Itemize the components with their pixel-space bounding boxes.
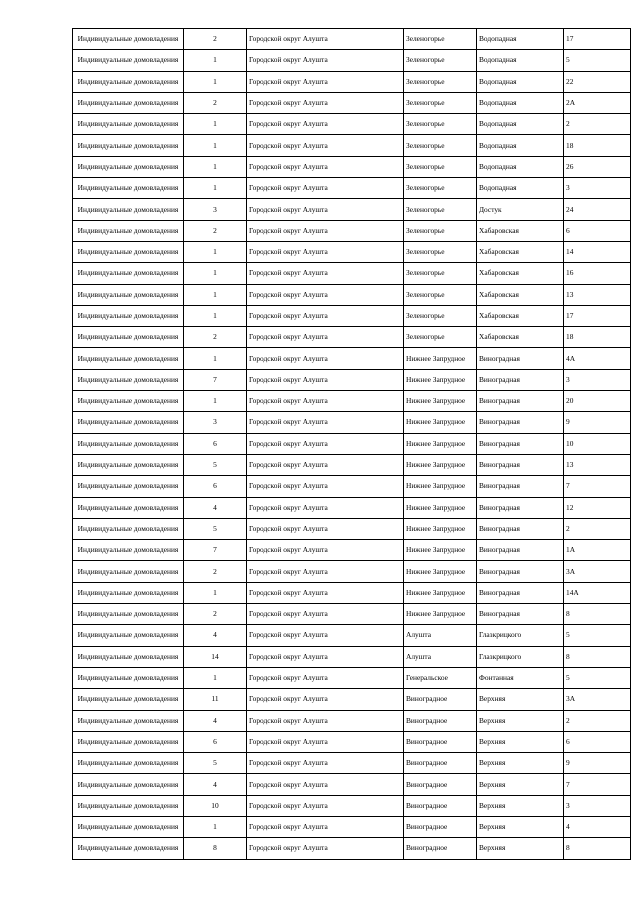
cell-building-type: Индивидуальные домовладения	[73, 625, 184, 646]
table-row	[73, 561, 631, 582]
cell-street: Виноградная	[477, 476, 564, 497]
cell-building-type: Индивидуальные домовладения	[73, 241, 184, 262]
cell-count: 1	[184, 348, 247, 369]
cell-district: Городской округ Алушта	[247, 71, 404, 92]
table-row	[73, 284, 631, 305]
cell-street: Водопадная	[477, 114, 564, 135]
cell-district: Городской округ Алушта	[247, 497, 404, 518]
cell-district: Городской округ Алушта	[247, 604, 404, 625]
cell-settlement: Виноградное	[404, 774, 477, 795]
cell-house-number: 3А	[564, 561, 631, 582]
cell-settlement: Зеленогорье	[404, 71, 477, 92]
table-row	[73, 816, 631, 837]
cell-district: Городской округ Алушта	[247, 433, 404, 454]
cell-building-type: Индивидуальные домовладения	[73, 561, 184, 582]
cell-street: Водопадная	[477, 92, 564, 113]
table-row	[73, 667, 631, 688]
cell-district: Городской округ Алушта	[247, 412, 404, 433]
cell-count: 2	[184, 29, 247, 50]
cell-street: Водопадная	[477, 178, 564, 199]
cell-district: Городской округ Алушта	[247, 795, 404, 816]
cell-house-number: 5	[564, 50, 631, 71]
cell-count: 1	[184, 667, 247, 688]
cell-count: 6	[184, 476, 247, 497]
cell-count: 7	[184, 369, 247, 390]
cell-house-number: 6	[564, 220, 631, 241]
cell-street: Достук	[477, 199, 564, 220]
cell-district: Городской округ Алушта	[247, 838, 404, 859]
cell-house-number: 6	[564, 731, 631, 752]
cell-house-number: 12	[564, 497, 631, 518]
cell-street: Водопадная	[477, 29, 564, 50]
cell-building-type: Индивидуальные домовладения	[73, 412, 184, 433]
cell-street: Хабаровская	[477, 241, 564, 262]
cell-settlement: Нижнее Запрудное	[404, 454, 477, 475]
cell-street: Виноградная	[477, 518, 564, 539]
cell-settlement: Виноградное	[404, 753, 477, 774]
cell-count: 1	[184, 135, 247, 156]
table-row	[73, 199, 631, 220]
cell-building-type: Индивидуальные домовладения	[73, 795, 184, 816]
cell-district: Городской округ Алушта	[247, 753, 404, 774]
table-row	[73, 50, 631, 71]
cell-building-type: Индивидуальные домовладения	[73, 178, 184, 199]
table-row	[73, 838, 631, 859]
table-row	[73, 433, 631, 454]
cell-street: Хабаровская	[477, 284, 564, 305]
cell-count: 2	[184, 220, 247, 241]
cell-district: Городской округ Алушта	[247, 625, 404, 646]
cell-building-type: Индивидуальные домовладения	[73, 29, 184, 50]
cell-count: 1	[184, 305, 247, 326]
cell-settlement: Зеленогорье	[404, 29, 477, 50]
table-row	[73, 92, 631, 113]
table-row	[73, 497, 631, 518]
cell-house-number: 8	[564, 604, 631, 625]
cell-district: Городской округ Алушта	[247, 156, 404, 177]
cell-count: 1	[184, 50, 247, 71]
cell-building-type: Индивидуальные домовладения	[73, 582, 184, 603]
cell-count: 1	[184, 263, 247, 284]
cell-settlement: Нижнее Запрудное	[404, 561, 477, 582]
cell-district: Городской округ Алушта	[247, 305, 404, 326]
cell-house-number: 18	[564, 327, 631, 348]
cell-settlement: Зеленогорье	[404, 327, 477, 348]
cell-building-type: Индивидуальные домовладения	[73, 391, 184, 412]
cell-house-number: 8	[564, 646, 631, 667]
table-row	[73, 369, 631, 390]
cell-count: 1	[184, 71, 247, 92]
table-row	[73, 348, 631, 369]
cell-settlement: Виноградное	[404, 731, 477, 752]
cell-building-type: Индивидуальные домовладения	[73, 454, 184, 475]
table-row	[73, 795, 631, 816]
table-row	[73, 220, 631, 241]
cell-settlement: Нижнее Запрудное	[404, 348, 477, 369]
cell-settlement: Нижнее Запрудное	[404, 369, 477, 390]
table-row	[73, 114, 631, 135]
cell-settlement: Зеленогорье	[404, 50, 477, 71]
cell-house-number: 7	[564, 774, 631, 795]
cell-settlement: Нижнее Запрудное	[404, 582, 477, 603]
cell-street: Виноградная	[477, 604, 564, 625]
cell-building-type: Индивидуальные домовладения	[73, 305, 184, 326]
cell-building-type: Индивидуальные домовладения	[73, 497, 184, 518]
cell-building-type: Индивидуальные домовладения	[73, 284, 184, 305]
cell-settlement: Зеленогорье	[404, 284, 477, 305]
cell-count: 2	[184, 327, 247, 348]
cell-settlement: Нижнее Запрудное	[404, 391, 477, 412]
cell-building-type: Индивидуальные домовладения	[73, 774, 184, 795]
table-row	[73, 305, 631, 326]
cell-street: Верхняя	[477, 753, 564, 774]
table-row	[73, 604, 631, 625]
cell-count: 2	[184, 92, 247, 113]
cell-house-number: 9	[564, 753, 631, 774]
cell-house-number: 14	[564, 241, 631, 262]
table-row	[73, 412, 631, 433]
cell-street: Хабаровская	[477, 327, 564, 348]
cell-house-number: 24	[564, 199, 631, 220]
table-row	[73, 391, 631, 412]
cell-building-type: Индивидуальные домовладения	[73, 71, 184, 92]
cell-street: Водопадная	[477, 135, 564, 156]
cell-building-type: Индивидуальные домовладения	[73, 604, 184, 625]
cell-settlement: Нижнее Запрудное	[404, 433, 477, 454]
cell-district: Городской округ Алушта	[247, 774, 404, 795]
cell-settlement: Зеленогорье	[404, 220, 477, 241]
cell-street: Верхняя	[477, 795, 564, 816]
cell-house-number: 2	[564, 114, 631, 135]
table-row	[73, 263, 631, 284]
table-row	[73, 518, 631, 539]
cell-district: Городской округ Алушта	[247, 199, 404, 220]
cell-building-type: Индивидуальные домовладения	[73, 753, 184, 774]
cell-district: Городской округ Алушта	[247, 454, 404, 475]
cell-building-type: Индивидуальные домовладения	[73, 348, 184, 369]
cell-house-number: 7	[564, 476, 631, 497]
cell-settlement: Зеленогорье	[404, 241, 477, 262]
cell-street: Виноградная	[477, 433, 564, 454]
cell-district: Городской округ Алушта	[247, 369, 404, 390]
table-row	[73, 327, 631, 348]
cell-house-number: 1А	[564, 540, 631, 561]
cell-building-type: Индивидуальные домовладения	[73, 156, 184, 177]
cell-house-number: 3А	[564, 689, 631, 710]
table-row	[73, 710, 631, 731]
cell-house-number: 22	[564, 71, 631, 92]
cell-district: Городской округ Алушта	[247, 284, 404, 305]
cell-count: 3	[184, 199, 247, 220]
cell-settlement: Зеленогорье	[404, 305, 477, 326]
cell-count: 7	[184, 540, 247, 561]
cell-house-number: 18	[564, 135, 631, 156]
cell-building-type: Индивидуальные домовладения	[73, 327, 184, 348]
cell-district: Городской округ Алушта	[247, 646, 404, 667]
cell-building-type: Индивидуальные домовладения	[73, 476, 184, 497]
cell-district: Городской округ Алушта	[247, 263, 404, 284]
cell-street: Фонтанная	[477, 667, 564, 688]
cell-count: 1	[184, 582, 247, 603]
table-row	[73, 646, 631, 667]
cell-street: Виноградная	[477, 561, 564, 582]
cell-building-type: Индивидуальные домовладения	[73, 667, 184, 688]
cell-district: Городской округ Алушта	[247, 135, 404, 156]
table-row	[73, 178, 631, 199]
cell-street: Хабаровская	[477, 220, 564, 241]
cell-count: 4	[184, 710, 247, 731]
cell-street: Виноградная	[477, 582, 564, 603]
table-row	[73, 156, 631, 177]
cell-building-type: Индивидуальные домовладения	[73, 263, 184, 284]
cell-street: Виноградная	[477, 497, 564, 518]
cell-count: 3	[184, 412, 247, 433]
cell-street: Виноградная	[477, 454, 564, 475]
table-row	[73, 731, 631, 752]
address-table	[72, 28, 631, 860]
cell-count: 2	[184, 561, 247, 582]
cell-settlement: Виноградное	[404, 795, 477, 816]
cell-house-number: 13	[564, 454, 631, 475]
cell-district: Городской округ Алушта	[247, 92, 404, 113]
cell-street: Верхняя	[477, 838, 564, 859]
cell-district: Городской округ Алушта	[247, 241, 404, 262]
cell-building-type: Индивидуальные домовладения	[73, 518, 184, 539]
cell-street: Виноградная	[477, 540, 564, 561]
cell-district: Городской округ Алушта	[247, 114, 404, 135]
cell-count: 14	[184, 646, 247, 667]
cell-district: Городской округ Алушта	[247, 667, 404, 688]
cell-count: 11	[184, 689, 247, 710]
cell-building-type: Индивидуальные домовладения	[73, 50, 184, 71]
cell-settlement: Зеленогорье	[404, 156, 477, 177]
cell-street: Виноградная	[477, 391, 564, 412]
cell-count: 6	[184, 731, 247, 752]
cell-district: Городской округ Алушта	[247, 178, 404, 199]
cell-district: Городской округ Алушта	[247, 816, 404, 837]
table-row	[73, 29, 631, 50]
cell-count: 5	[184, 454, 247, 475]
cell-settlement: Нижнее Запрудное	[404, 497, 477, 518]
cell-building-type: Индивидуальные домовладения	[73, 92, 184, 113]
cell-house-number: 3	[564, 795, 631, 816]
cell-street: Водопадная	[477, 71, 564, 92]
table-row	[73, 625, 631, 646]
cell-building-type: Индивидуальные домовладения	[73, 433, 184, 454]
cell-settlement: Нижнее Запрудное	[404, 518, 477, 539]
table-row	[73, 774, 631, 795]
cell-house-number: 3	[564, 178, 631, 199]
cell-settlement: Нижнее Запрудное	[404, 412, 477, 433]
cell-count: 1	[184, 816, 247, 837]
cell-count: 5	[184, 753, 247, 774]
cell-district: Городской округ Алушта	[247, 561, 404, 582]
cell-house-number: 14А	[564, 582, 631, 603]
cell-settlement: Алушта	[404, 625, 477, 646]
cell-count: 1	[184, 156, 247, 177]
cell-street: Виноградная	[477, 369, 564, 390]
cell-count: 6	[184, 433, 247, 454]
cell-house-number: 8	[564, 838, 631, 859]
cell-district: Городской округ Алушта	[247, 50, 404, 71]
cell-settlement: Нижнее Запрудное	[404, 476, 477, 497]
cell-house-number: 4	[564, 816, 631, 837]
cell-building-type: Индивидуальные домовладения	[73, 710, 184, 731]
cell-count: 5	[184, 518, 247, 539]
cell-count: 1	[184, 284, 247, 305]
cell-count: 1	[184, 241, 247, 262]
table-row	[73, 241, 631, 262]
cell-settlement: Виноградное	[404, 838, 477, 859]
table-row	[73, 753, 631, 774]
cell-street: Хабаровская	[477, 305, 564, 326]
cell-district: Городской округ Алушта	[247, 689, 404, 710]
cell-street: Виноградная	[477, 348, 564, 369]
cell-district: Городской округ Алушта	[247, 476, 404, 497]
cell-count: 10	[184, 795, 247, 816]
cell-settlement: Нижнее Запрудное	[404, 604, 477, 625]
cell-house-number: 5	[564, 625, 631, 646]
cell-house-number: 2	[564, 518, 631, 539]
cell-street: Водопадная	[477, 156, 564, 177]
cell-house-number: 20	[564, 391, 631, 412]
cell-house-number: 4А	[564, 348, 631, 369]
cell-district: Городской округ Алушта	[247, 348, 404, 369]
table-row	[73, 476, 631, 497]
table-row	[73, 71, 631, 92]
table-row	[73, 689, 631, 710]
table-row	[73, 454, 631, 475]
cell-count: 2	[184, 604, 247, 625]
cell-district: Городской округ Алушта	[247, 29, 404, 50]
cell-building-type: Индивидуальные домовладения	[73, 114, 184, 135]
cell-house-number: 2	[564, 710, 631, 731]
cell-district: Городской округ Алушта	[247, 540, 404, 561]
cell-building-type: Индивидуальные домовладения	[73, 731, 184, 752]
cell-district: Городской округ Алушта	[247, 582, 404, 603]
cell-count: 4	[184, 497, 247, 518]
cell-settlement: Зеленогорье	[404, 199, 477, 220]
cell-street: Хабаровская	[477, 263, 564, 284]
address-table-body	[73, 29, 631, 860]
cell-count: 1	[184, 178, 247, 199]
cell-district: Городской округ Алушта	[247, 327, 404, 348]
cell-count: 1	[184, 114, 247, 135]
cell-street: Глазкрицкого	[477, 625, 564, 646]
cell-building-type: Индивидуальные домовладения	[73, 135, 184, 156]
cell-building-type: Индивидуальные домовладения	[73, 816, 184, 837]
cell-settlement: Генеральское	[404, 667, 477, 688]
cell-district: Городской округ Алушта	[247, 731, 404, 752]
cell-building-type: Индивидуальные домовладения	[73, 689, 184, 710]
cell-street: Верхняя	[477, 731, 564, 752]
cell-house-number: 2А	[564, 92, 631, 113]
cell-settlement: Нижнее Запрудное	[404, 540, 477, 561]
cell-district: Городской округ Алушта	[247, 391, 404, 412]
cell-building-type: Индивидуальные домовладения	[73, 199, 184, 220]
cell-building-type: Индивидуальные домовладения	[73, 369, 184, 390]
cell-street: Верхняя	[477, 774, 564, 795]
cell-house-number: 9	[564, 412, 631, 433]
cell-street: Верхняя	[477, 689, 564, 710]
cell-building-type: Индивидуальные домовладения	[73, 838, 184, 859]
cell-house-number: 5	[564, 667, 631, 688]
cell-settlement: Зеленогорье	[404, 92, 477, 113]
cell-building-type: Индивидуальные домовладения	[73, 220, 184, 241]
cell-street: Глазкрицкого	[477, 646, 564, 667]
cell-settlement: Зеленогорье	[404, 263, 477, 284]
cell-count: 4	[184, 774, 247, 795]
table-row	[73, 135, 631, 156]
cell-building-type: Индивидуальные домовладения	[73, 646, 184, 667]
cell-street: Верхняя	[477, 710, 564, 731]
cell-count: 4	[184, 625, 247, 646]
cell-settlement: Зеленогорье	[404, 114, 477, 135]
cell-settlement: Виноградное	[404, 816, 477, 837]
cell-settlement: Алушта	[404, 646, 477, 667]
cell-district: Городской округ Алушта	[247, 220, 404, 241]
cell-settlement: Виноградное	[404, 689, 477, 710]
cell-house-number: 13	[564, 284, 631, 305]
cell-house-number: 17	[564, 29, 631, 50]
cell-street: Водопадная	[477, 50, 564, 71]
cell-street: Верхняя	[477, 816, 564, 837]
cell-house-number: 16	[564, 263, 631, 284]
cell-district: Городской округ Алушта	[247, 710, 404, 731]
cell-district: Городской округ Алушта	[247, 518, 404, 539]
cell-settlement: Зеленогорье	[404, 178, 477, 199]
table-row	[73, 582, 631, 603]
cell-house-number: 10	[564, 433, 631, 454]
cell-count: 1	[184, 391, 247, 412]
cell-street: Виноградная	[477, 412, 564, 433]
cell-house-number: 26	[564, 156, 631, 177]
cell-settlement: Виноградное	[404, 710, 477, 731]
cell-settlement: Зеленогорье	[404, 135, 477, 156]
cell-count: 8	[184, 838, 247, 859]
cell-house-number: 17	[564, 305, 631, 326]
cell-house-number: 3	[564, 369, 631, 390]
table-row	[73, 540, 631, 561]
cell-building-type: Индивидуальные домовладения	[73, 540, 184, 561]
